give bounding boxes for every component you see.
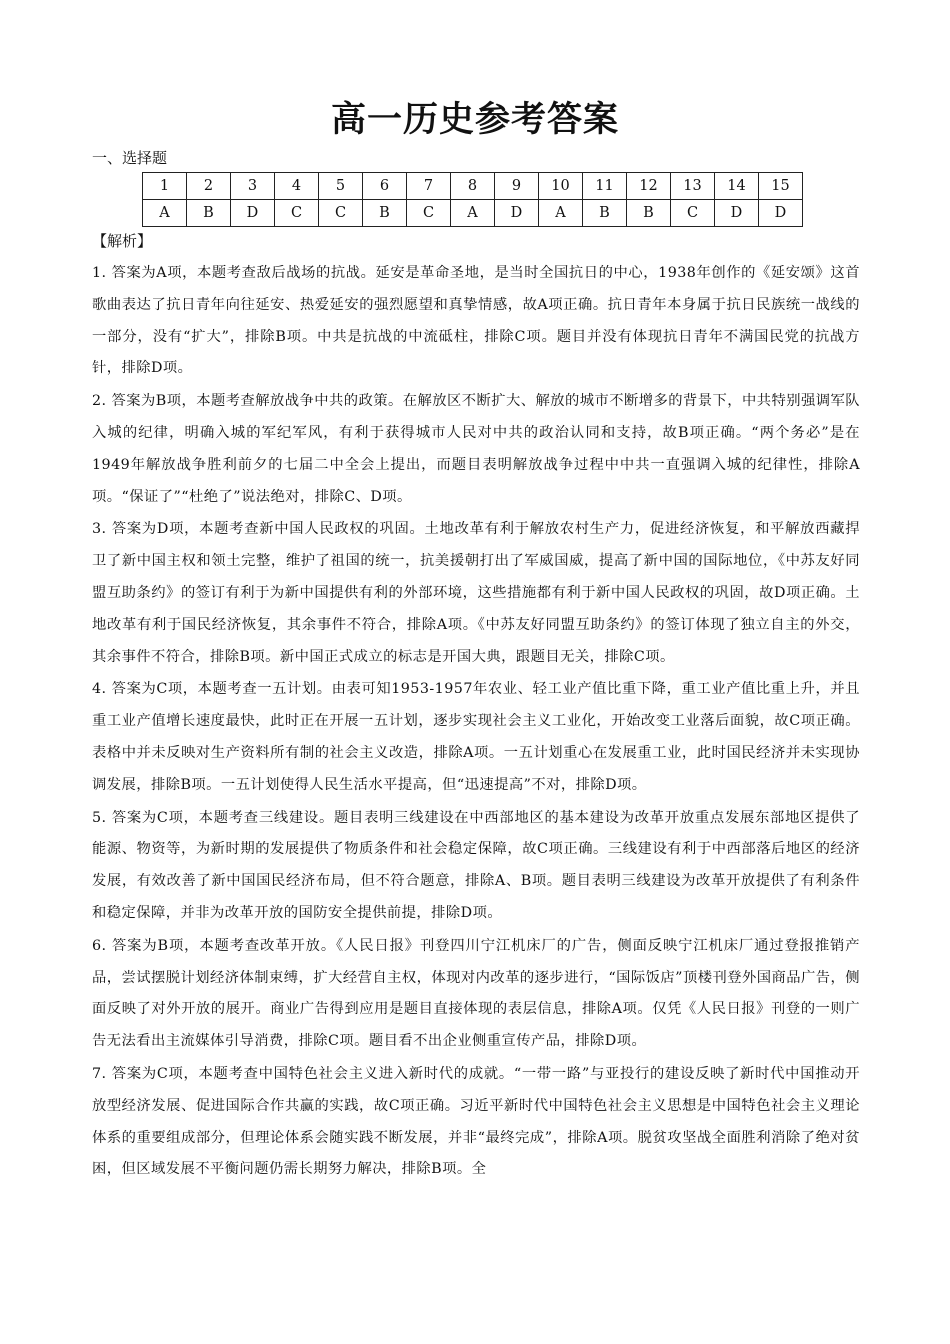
answer-cell: C	[319, 200, 363, 227]
question-number-cell: 11	[583, 173, 627, 200]
question-number-cell: 7	[407, 173, 451, 200]
section-heading: 一、选择题	[92, 149, 168, 167]
answer-cell: D	[715, 200, 759, 227]
answer-cell: C	[407, 200, 451, 227]
answer-cell: A	[143, 200, 187, 227]
question-number-cell: 9	[495, 173, 539, 200]
answer-cell: B	[627, 200, 671, 227]
answer-cell: B	[187, 200, 231, 227]
question-number-cell: 2	[187, 173, 231, 200]
analysis-body	[92, 258, 860, 1187]
analysis-paragraph: 2. 答案为B项，本题考查解放战争中共的政策。在解放区不断扩大、解放的城市不断增多的背景下，中共特别强调军队入城的纪律，明确入城的军纪军风，有利于获得城市人民对中共的政治认同和支持，故B项正确。“两个务必”是在1949年解放战争胜利前夕的七届二中全会上提出，而题目表明解放战争过程中中共一直强调入城的纪律性，排除A项。“保证了”“杜绝了”说法绝对，排除C、D项。	[92, 393, 860, 505]
analysis-paragraph: 7. 答案为C项，本题考查中国特色社会主义进入新时代的成就。“一带一路”与亚投行的建设反映了新时代中国推动开放型经济发展、促进国际合作共赢的实践，故C项正确。习近平新时代中国特色社会主义思想是中国特色社会主义理论体系的重要组成部分，但理论体系会随实践不断发展，并非“最终完成”，排除A项。脱贫攻坚战全面胜利消除了绝对贫困，但区域发展不平衡问题仍需长期努力解决，排除B项。全	[92, 1065, 860, 1178]
answer-table	[142, 172, 803, 227]
answer-cell: C	[671, 200, 715, 227]
answer-cell: A	[539, 200, 583, 227]
analysis-paragraph: 5. 答案为C项，本题考查三线建设。题目表明三线建设在中西部地区的基本建设为改革开放重点发展东部地区提供了能源、物资等，为新时期的发展提供了物质条件和社会稳定保障，故C项正确。三线建设有利于中西部落后地区的经济发展，有效改善了新中国国民经济布局，但不符合题意，排除A、B项。题目表明三线建设为改革开放提供了有利条件和稳定保障，并非为改革开放的国防安全提供前提，排除D项。	[92, 809, 860, 921]
analysis-paragraph: 4. 答案为C项，本题考查一五计划。由表可知1953-1957年农业、轻工业产值比重下降，重工业产值比重上升，并且重工业产值增长速度最快，此时正在开展一五计划，逐步实现社会主义工业化，开始改变工业落后面貌，故C项正确。表格中并未反映对生产资料所有制的社会主义改造，排除A项。一五计划重心在发展重工业，此时国民经济并未实现协调发展，排除B项。一五计划使得人民生活水平提高，但“迅速提高”不对，排除D项。	[92, 681, 860, 793]
question-number-cell: 10	[539, 173, 583, 200]
question-number-cell: 1	[143, 173, 187, 200]
question-number-cell: 4	[275, 173, 319, 200]
question-number-cell: 12	[627, 173, 671, 200]
question-number-row	[143, 173, 803, 200]
analysis-paragraph: 6. 答案为B项，本题考查改革开放。《人民日报》刊登四川宁江机床厂的广告，侧面反映宁江机床厂通过登报推销产品，尝试摆脱计划经济体制束缚，扩大经营自主权，体现对内改革的逐步进行，“国际饭店”顶楼刊登外国商品广告，侧面反映了对外开放的展开。商业广告得到应用是题目直接体现的表层信息，排除A项。仅凭《人民日报》刊登的一则广告无法看出主流媒体引导消费，排除C项。题目看不出企业侧重宣传产品，排除D项。	[92, 937, 860, 1050]
answer-cell: D	[759, 200, 803, 227]
answer-row	[143, 200, 803, 227]
answer-cell: B	[583, 200, 627, 227]
analysis-paragraph: 3. 答案为D项，本题考查新中国人民政权的巩固。土地改革有利于解放农村生产力，促进经济恢复，和平解放西藏捍卫了新中国主权和领土完整，维护了祖国的统一，抗美援朝打出了军威国威，提高了新中国的国际地位，《中苏友好同盟互助条约》的签订有利于为新中国提供有利的外部环境，这些措施都有利于新中国人民政权的巩固，故D项正确。土地改革有利于国民经济恢复，其余事件不符合，排除A项。《中苏友好同盟互助条约》的签订体现了独立自主的外交，其余事件不符合，排除B项。新中国正式成立的标志是开国大典，跟题目无关，排除C项。	[92, 521, 860, 665]
answer-cell: A	[451, 200, 495, 227]
question-number-cell: 8	[451, 173, 495, 200]
answer-cell: C	[275, 200, 319, 227]
answer-cell: D	[495, 200, 539, 227]
question-number-cell: 15	[759, 173, 803, 200]
question-number-cell: 3	[231, 173, 275, 200]
question-number-cell: 14	[715, 173, 759, 200]
answer-cell: B	[363, 200, 407, 227]
answer-cell: D	[231, 200, 275, 227]
analysis-paragraph: 1. 答案为A项，本题考查敌后战场的抗战。延安是革命圣地，是当时全国抗日的中心，1938年创作的《延安颂》这首歌曲表达了抗日青年向往延安、热爱延安的强烈愿望和真挚情感，故A项正确。抗日青年本身属于抗日民族统一战线的一部分，没有“扩大”，排除B项。中共是抗战的中流砥柱，排除C项。题目并没有体现抗日青年不满国民党的抗战方针，排除D项。	[92, 265, 860, 377]
question-number-cell: 13	[671, 173, 715, 200]
question-number-cell: 5	[319, 173, 363, 200]
question-number-cell: 6	[363, 173, 407, 200]
analysis-heading: 【解析】	[92, 232, 153, 250]
page-title: 高一历史参考答案	[330, 100, 619, 140]
